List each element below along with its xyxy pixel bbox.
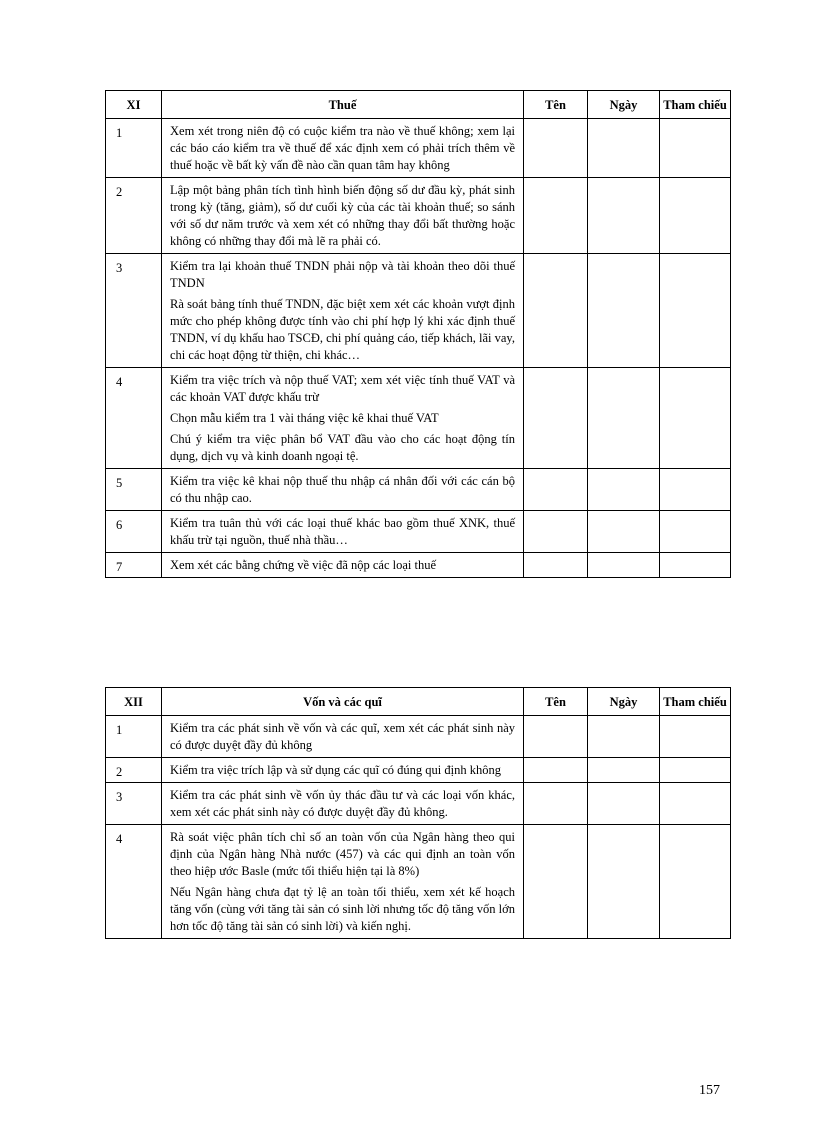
row-paragraph: Kiểm tra lại khoản thuế TNDN phải nộp và tài khoản theo dõi thuế TNDN xyxy=(170,259,515,290)
table-row xyxy=(106,758,731,783)
row-description xyxy=(162,716,524,758)
table-row xyxy=(106,368,731,469)
reference-cell xyxy=(660,178,731,254)
tax-audit-table xyxy=(105,90,731,578)
name-cell xyxy=(524,368,588,469)
row-description xyxy=(162,469,524,511)
table-row xyxy=(106,469,731,511)
name-cell xyxy=(524,783,588,825)
reference-cell xyxy=(660,511,731,553)
column-header-reference: Tham chiếu xyxy=(660,91,731,119)
date-cell xyxy=(588,553,660,578)
name-cell xyxy=(524,758,588,783)
page-number: 157 xyxy=(699,1083,720,1098)
table-row xyxy=(106,254,731,368)
name-cell xyxy=(524,254,588,368)
reference-cell xyxy=(660,553,731,578)
row-number: 5 xyxy=(106,469,162,511)
table-row xyxy=(106,825,731,939)
row-paragraph: Rà soát bảng tính thuế TNDN, đặc biệt xem xét các khoản vượt định mức cho phép không được tính vào chi phí hợp lý khi xác định thuế TNDN, ví dụ khấu hao TSCĐ, chi phí quảng cáo, tiếp khách, lãi vay, chi các hoạt động từ thiện, chi khác… xyxy=(170,297,515,362)
section-code: XII xyxy=(106,688,162,716)
name-cell xyxy=(524,469,588,511)
date-cell xyxy=(588,825,660,939)
table-row xyxy=(106,553,731,578)
row-description xyxy=(162,368,524,469)
reference-cell xyxy=(660,368,731,469)
name-cell xyxy=(524,825,588,939)
table-row xyxy=(106,119,731,178)
row-paragraph: Rà soát việc phân tích chỉ số an toàn vốn của Ngân hàng theo qui định của Ngân hàng Nhà nước (457) và các qui định an toàn vốn theo hiệp ước Basle (mức tối thiểu hiện tại là 8%) xyxy=(170,830,515,878)
capital-funds-audit-table xyxy=(105,687,731,939)
row-description xyxy=(162,254,524,368)
table-header-row xyxy=(106,688,731,716)
date-cell xyxy=(588,469,660,511)
reference-cell xyxy=(660,469,731,511)
row-paragraph: Xem xét các bằng chứng về việc đã nộp các loại thuế xyxy=(170,558,437,572)
row-paragraph: Nếu Ngân hàng chưa đạt tỷ lệ an toàn tối thiểu, xem xét kế hoạch tăng vốn (cùng với tăng tài sản có sinh lời nhưng tốc độ tăng vốn lớn hơn tốc độ tăng tài sản có sinh lời) và kiến nghị. xyxy=(170,885,515,933)
row-description xyxy=(162,511,524,553)
name-cell xyxy=(524,511,588,553)
reference-cell xyxy=(660,716,731,758)
row-paragraph: Chọn mẫu kiểm tra 1 vài tháng việc kê khai thuế VAT xyxy=(170,411,439,425)
column-header-date: Ngày xyxy=(588,688,660,716)
row-number: 3 xyxy=(106,783,162,825)
section-title: Thuế xyxy=(162,91,524,119)
column-header-name: Tên xyxy=(524,91,588,119)
table-row xyxy=(106,178,731,254)
row-paragraph: Kiểm tra tuân thủ với các loại thuế khác bao gồm thuế XNK, thuế khấu trừ tại nguồn, thuế nhà thầu… xyxy=(170,516,515,547)
date-cell xyxy=(588,368,660,469)
row-number: 4 xyxy=(106,825,162,939)
row-description xyxy=(162,758,524,783)
date-cell xyxy=(588,783,660,825)
row-description xyxy=(162,553,524,578)
date-cell xyxy=(588,758,660,783)
date-cell xyxy=(588,119,660,178)
row-number: 1 xyxy=(106,716,162,758)
row-paragraph: Kiểm tra các phát sinh về vốn và các quĩ, xem xét các phát sinh này có được duyệt đầy đủ không xyxy=(170,721,515,752)
table-row xyxy=(106,511,731,553)
date-cell xyxy=(588,716,660,758)
date-cell xyxy=(588,178,660,254)
row-number: 4 xyxy=(106,368,162,469)
row-description xyxy=(162,178,524,254)
row-number: 1 xyxy=(106,119,162,178)
row-number: 7 xyxy=(106,553,162,578)
row-paragraph: Kiểm tra việc kê khai nộp thuế thu nhập cá nhân đối với các cán bộ có thu nhập cao. xyxy=(170,474,515,505)
column-header-name: Tên xyxy=(524,688,588,716)
row-description xyxy=(162,119,524,178)
name-cell xyxy=(524,716,588,758)
row-paragraph: Lập một bảng phân tích tình hình biến động số dư đầu kỳ, phát sinh trong kỳ (tăng, giảm), số dư cuối kỳ của các tài khoản thuế; so sánh với số dư năm trước và xem xét có những thay đổi bất thường hoặc không có những thay đổi mà lẽ ra phải có. xyxy=(170,183,515,248)
row-description xyxy=(162,783,524,825)
name-cell xyxy=(524,553,588,578)
row-paragraph: Kiểm tra việc trích và nộp thuế VAT; xem xét việc tính thuế VAT và các khoản VAT được khấu trừ xyxy=(170,373,515,404)
row-number: 2 xyxy=(106,178,162,254)
reference-cell xyxy=(660,119,731,178)
name-cell xyxy=(524,178,588,254)
row-paragraph: Chú ý kiểm tra việc phân bổ VAT đầu vào cho các hoạt động tín dụng, dịch vụ và kinh doanh ngoại tệ. xyxy=(170,432,515,463)
reference-cell xyxy=(660,783,731,825)
row-number: 3 xyxy=(106,254,162,368)
row-paragraph: Kiểm tra các phát sinh về vốn ủy thác đầu tư và các loại vốn khác, xem xét các phát sinh này có được duyệt đầy đủ không. xyxy=(170,788,515,819)
row-description xyxy=(162,825,524,939)
table-header-row xyxy=(106,91,731,119)
row-number: 2 xyxy=(106,758,162,783)
date-cell xyxy=(588,254,660,368)
reference-cell xyxy=(660,825,731,939)
column-header-reference: Tham chiếu xyxy=(660,688,731,716)
row-paragraph: Xem xét trong niên độ có cuộc kiểm tra nào về thuế không; xem lại các báo cáo kiểm tra về thuế để xác định xem có phải trích thêm về thuế hoặc về bất kỳ vấn đề nào cần quan tâm hay không xyxy=(170,124,515,172)
section-title: Vốn và các quĩ xyxy=(162,688,524,716)
date-cell xyxy=(588,511,660,553)
name-cell xyxy=(524,119,588,178)
table-row xyxy=(106,716,731,758)
reference-cell xyxy=(660,758,731,783)
section-code: XI xyxy=(106,91,162,119)
row-number: 6 xyxy=(106,511,162,553)
reference-cell xyxy=(660,254,731,368)
column-header-date: Ngày xyxy=(588,91,660,119)
row-paragraph: Kiểm tra việc trích lập và sử dụng các quĩ có đúng qui định không xyxy=(170,763,501,777)
table-row xyxy=(106,783,731,825)
